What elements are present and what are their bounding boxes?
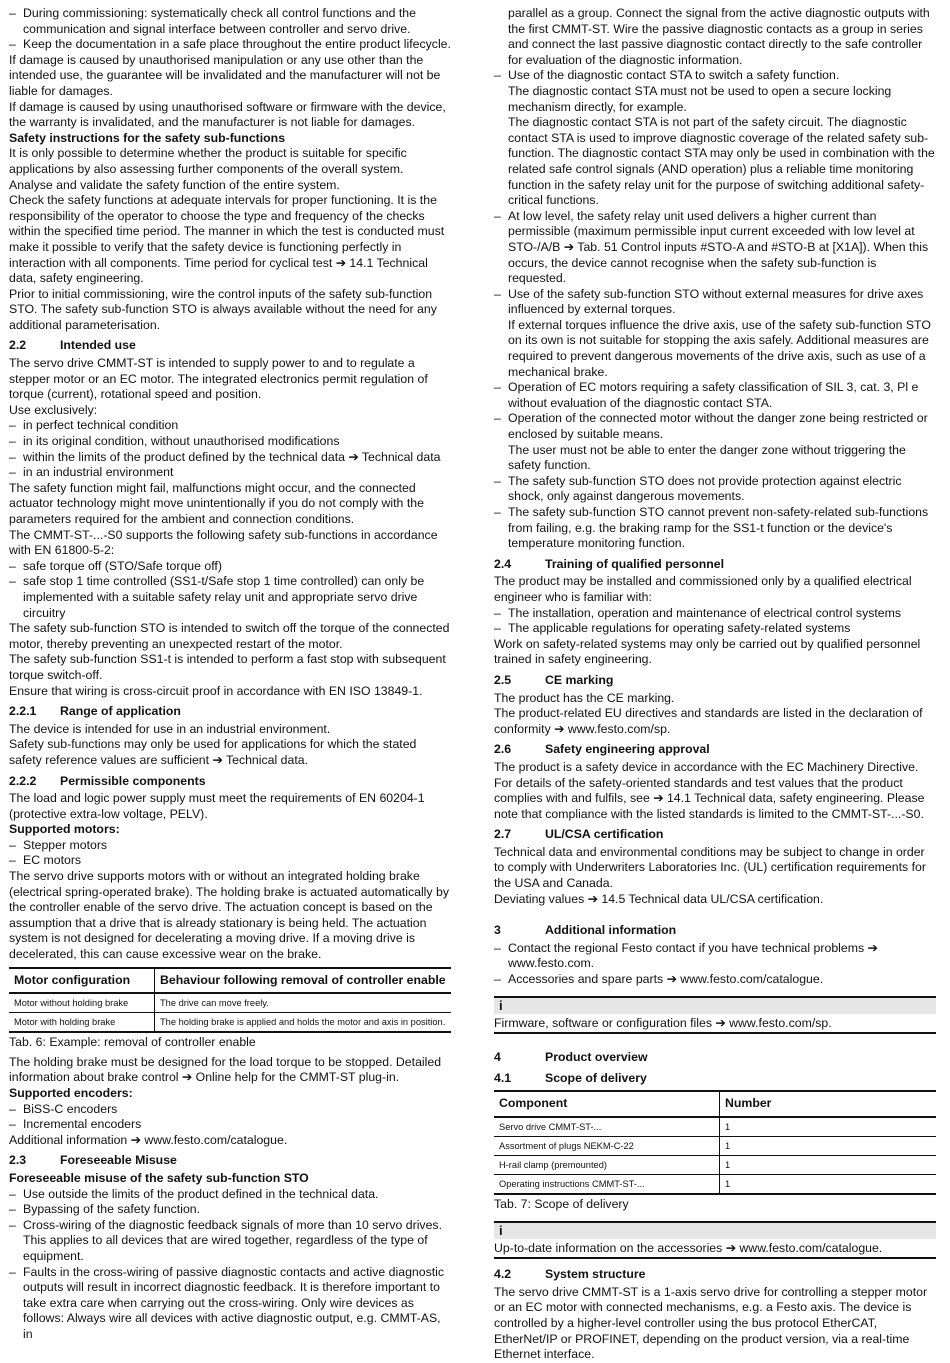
section-heading <box>9 338 451 354</box>
subheading: Supported motors: <box>9 822 120 837</box>
section-number: 4.1 <box>494 1070 512 1085</box>
paragraph: Analyse and validate the safety function of the entire system. <box>9 177 340 192</box>
paragraph: If external torques influence the drive axis, use of the safety sub-function STO on its own is not suitable for stopping the axis safely. Additional measures are required to prevent dangerous movements of the drive axis, such as use of a mechanical brake. <box>508 317 931 379</box>
section-number: 4.2 <box>494 1267 512 1282</box>
paragraph: The CMMT-ST-...-S0 supports the following safety sub-functions in accordance with EN 61800-5-2: <box>9 527 438 558</box>
section-title: Additional information <box>545 923 677 938</box>
table-cell: The drive can move freely. <box>155 993 452 1013</box>
section-title: Product overview <box>545 1050 648 1065</box>
table-cell: Motor without holding brake <box>9 993 155 1013</box>
paragraph: If damage is caused by using unauthorised software or firmware with the device, the warranty is invalidated, and the manufacturer is not liable for damages. <box>9 99 446 130</box>
subheading: Safety instructions for the safety sub-functions <box>9 130 286 145</box>
paragraph: The product is a safety device in accordance with the EC Machinery Directive. For details of the safety-oriented standards and test values that the product complies with and fulfils, see ➔ 14.1 Technical data, safety engineering. Please note that compliance with the listed standards is limited to the CMMT-ST-...-S0. <box>494 759 925 821</box>
paragraph: The safety function might fail, malfunctions might occur, and the connected actuator technology might move unintentionally if you do not comply with the parameters required for the ambient and connection conditions. <box>9 480 424 526</box>
info-note <box>494 1221 936 1260</box>
table-header: Behaviour following removal of controller enable <box>155 968 452 994</box>
section-title: Training of qualified personnel <box>545 556 725 571</box>
table-row <box>9 993 451 1013</box>
info-icon: i <box>499 1222 503 1238</box>
table-cell: 1 <box>720 1117 937 1137</box>
table-row <box>494 1137 936 1156</box>
section-title: Permissible components <box>60 773 206 788</box>
paragraph: Work on safety-related systems may only be carried out by qualified personnel trained in safety engineering. <box>494 636 921 667</box>
section-title: UL/CSA certification <box>545 827 664 842</box>
list-item: – Use outside the limits of the product defined in the technical data. <box>9 1187 451 1203</box>
right-column <box>494 6 936 1363</box>
list-item: – Contact the regional Festo contact if you have technical problems ➔ www.festo.com. <box>494 941 936 972</box>
table-row <box>494 1156 936 1175</box>
section-number: 2.4 <box>494 556 512 571</box>
table-cell: Motor with holding brake <box>9 1013 155 1033</box>
table-row <box>494 1175 936 1195</box>
table-cell: Assortment of plugs NEKM-C-22 <box>494 1137 720 1156</box>
section-heading <box>9 1153 451 1169</box>
section-number: 2.3 <box>9 1153 27 1168</box>
section-title: Foreseeable Misuse <box>60 1153 177 1168</box>
section-title: Intended use <box>60 338 136 353</box>
paragraph: If damage is caused by unauthorised manipulation or any use other than the intended use, the guarantee will be invalidated and the manufacturer will not be liable for damages. <box>9 52 441 98</box>
paragraph: Prior to initial commissioning, wire the control inputs of the safety sub-function STO. The safety sub-function STO is always available without the need for any additional parameterisation. <box>9 286 437 332</box>
section-number: 2.7 <box>494 827 512 842</box>
paragraph: The user must not be able to enter the danger zone without triggering the safety function. <box>508 442 906 473</box>
paragraph: parallel as a group. Connect the signal from the active diagnostic outputs with the first CMMT-ST. Wire the passive diagnostic contacts as a group in series and connect the last passive diagnostic contact directly to the safe controller for evaluation of the diagnostic information. <box>508 6 930 67</box>
section-number: 2.2.1 <box>9 704 37 719</box>
note-text: Up-to-date information on the accessories ➔ www.festo.com/catalogue. <box>494 1240 883 1255</box>
paragraph: Use exclusively: <box>9 402 98 417</box>
section-number: 2.2 <box>9 338 27 353</box>
table-caption: Tab. 7: Scope of delivery <box>494 1197 629 1211</box>
section-title: CE marking <box>545 672 614 687</box>
subheading: Foreseeable misuse of the safety sub-function STO <box>9 1170 309 1185</box>
paragraph: The servo drive CMMT-ST is a 1-axis servo drive for controlling a stepper motor or an EC motor with connected mechanisms, e.g. a Festo axis. The device is controlled by a higher-level controller using the bus protocol EtherCAT, EtherNet/IP or PROFINET, depending on the product version, via a real-time Ethernet interface. <box>494 1284 928 1362</box>
section-heading <box>494 673 936 689</box>
table-cell: Servo drive CMMT-ST-... <box>494 1117 720 1137</box>
section-heading <box>494 1267 936 1283</box>
list-item: – Operation of the connected motor without the danger zone being restricted or enclosed by suitable means. <box>494 411 936 442</box>
table-cell: 1 <box>720 1175 937 1195</box>
paragraph: The servo drive CMMT-ST is intended to supply power to and to regulate a stepper motor or an EC motor. The integrated electronics permit regulation of torque (current), rotational speed and position. <box>9 356 428 402</box>
paragraph: The servo drive supports motors with or without an integrated holding brake (electrical spring-operated brake). The holding brake is actuated automatically by the controller enable of the servo drive. The actuation concept is based on the assumption that a drive that is already stationary is being held. The actuation system is not designed for decelerating a moving drive. If a moving drive is decelerated, this can cause excessive wear on the brake. <box>9 869 449 962</box>
paragraph: The device is intended for use in an industrial environment. <box>9 721 331 736</box>
info-bar <box>494 998 936 1014</box>
list-item: – within the limits of the product defined by the technical data ➔ Technical data <box>9 450 451 466</box>
paragraph: Additional information ➔ www.festo.com/catalogue. <box>9 1132 288 1147</box>
section-number: 3 <box>494 923 501 938</box>
table-cell: The holding brake is applied and holds the motor and axis in position. <box>155 1013 452 1033</box>
section-heading <box>494 557 936 573</box>
subheading: Supported encoders: <box>9 1086 133 1100</box>
list-item: – Bypassing of the safety function. <box>9 1202 451 1218</box>
section-number: 2.6 <box>494 742 512 757</box>
section-heading <box>494 1071 936 1087</box>
paragraph: The product-related EU directives and standards are listed in the declaration of conformity ➔ www.festo.com/sp. <box>494 706 923 736</box>
scope-table <box>494 1090 936 1195</box>
left-column <box>9 6 451 1343</box>
paragraph: The load and logic power supply must meet the requirements of EN 60204-1 (protective extra-low voltage, PELV). <box>9 791 425 821</box>
table-cell: 1 <box>720 1156 937 1175</box>
list-item: – The safety sub-function STO cannot prevent non-safety-related sub-functions from failing, e.g. the braking ramp for the SS1-t function or the device's temperature monitoring function. <box>494 505 936 552</box>
paragraph: The safety sub-function SS1-t is intended to perform a fast stop with subsequent torque switch-off. <box>9 652 446 682</box>
paragraph: It is only possible to determine whether the product is suitable for specific applications by also assessing further components of the overall system. <box>9 146 407 176</box>
table-cell: H-rail clamp (premounted) <box>494 1156 720 1175</box>
list-item: – EC motors <box>9 853 451 869</box>
table-row <box>494 1117 936 1137</box>
paragraph: Safety sub-functions may only be used for applications for which the stated safety reference values are sufficient ➔ Technical data. <box>9 737 417 767</box>
section-title: System structure <box>545 1267 646 1282</box>
section-number: 4 <box>494 1050 501 1065</box>
list-item: – Use of the diagnostic contact STA to switch a safety function. <box>494 68 936 84</box>
list-item: – in its original condition, without unauthorised modifications <box>9 434 451 450</box>
list-item: – Faults in the cross-wiring of passive diagnostic contacts and active diagnostic outputs will result in incorrect diagnostic feedback. It is therefore important to take extra care when carrying out the cross-wiring. Only wire devices as follows: Always wire all devices with active diagnostic output, e.g. CMMT-AS, in <box>9 1265 451 1343</box>
paragraph: The product may be installed and commissioned only by a qualified electrical engineer who is familiar with: <box>494 574 912 604</box>
list-item: – During commissioning: systematically check all control functions and the communication and signal interface between controller and servo drive. <box>9 6 451 37</box>
section-heading <box>9 704 451 720</box>
list-item: – Operation of EC motors requiring a safety classification of SIL 3, cat. 3, Pl e without evaluation of the diagnostic contact STA. <box>494 380 936 411</box>
brake-table <box>9 967 451 1034</box>
section-title: Safety engineering approval <box>545 742 710 757</box>
paragraph: Check the safety functions at adequate intervals for proper functioning. It is the responsibility of the operator to choose the type and frequency of the checks within the specified time period. The manner in which the test is conducted must make it possible to verify that the safety device is functioning perfectly in interaction with all components. Time period for cyclical test ➔ 14.1 Technical data, safety engineering. <box>9 193 445 286</box>
table-header: Motor configuration <box>9 968 155 994</box>
list-item: – Accessories and spare parts ➔ www.festo.com/catalogue. <box>494 972 936 988</box>
list-item: – safe torque off (STO/Safe torque off) <box>9 559 451 575</box>
paragraph: Ensure that wiring is cross-circuit proof in accordance with EN ISO 13849-1. <box>9 683 423 698</box>
info-bar <box>494 1223 936 1239</box>
list-item: – Incremental encoders <box>9 1117 451 1133</box>
paragraph: The holding brake must be designed for the load torque to be stopped. Detailed information about brake control ➔ Online help for the CMMT-ST plug-in. <box>9 1054 442 1085</box>
info-note <box>494 996 936 1035</box>
table-cell: 1 <box>720 1137 937 1156</box>
section-heading <box>494 1050 936 1066</box>
section-title: Range of application <box>60 704 181 719</box>
table-header: Number <box>720 1091 937 1117</box>
table-row <box>9 1013 451 1033</box>
list-item: – The safety sub-function STO does not provide protection against electric shock, only against dangerous movements. <box>494 474 936 505</box>
list-item: – in perfect technical condition <box>9 418 451 434</box>
note-text: Firmware, software or configuration files ➔ www.festo.com/sp. <box>494 1015 832 1030</box>
section-heading <box>9 774 451 790</box>
paragraph: The diagnostic contact STA must not be used to open a secure locking mechanism directly, for example. <box>508 83 892 114</box>
paragraph: The diagnostic contact STA is not part of the safety circuit. The diagnostic contact STA is used to improve diagnostic coverage of the related safety sub-function. The diagnostic contact STA may only be used in combination with the related safe control signals (AND operation) plus a reliable time monitoring function in the safety relay unit for the purpose of switching additional safety-critical functions. <box>508 115 935 208</box>
section-title: Scope of delivery <box>545 1070 647 1085</box>
list-item: – BiSS-C encoders <box>9 1102 451 1118</box>
section-heading <box>494 923 936 939</box>
paragraph: Technical data and environmental conditions may be subject to change in order to comply with Underwriters Laboratories Inc. (UL) certification requirements for the USA and Canada. <box>494 844 926 891</box>
list-item: – Stepper motors <box>9 838 451 854</box>
list-item: – The installation, operation and maintenance of electrical control systems <box>494 606 936 622</box>
list-item: – Use of the safety sub-function STO without external measures for drive axes influenced by external torques. <box>494 287 936 318</box>
list-item: – At low level, the safety relay unit used delivers a higher current than permissible (maximum permissible input current exceeded with low level at STO-/A/B ➔ Tab. 51 Control inputs #STO-A and #STO-B at [X1A]). When this occurs, the device cannot recognise when the safety sub-function is requested. <box>494 209 936 287</box>
list-item: – Cross-wiring of the diagnostic feedback signals of more than 10 servo drives. This applies to all devices that are wired together, regardless of the type of equipment. <box>9 1218 451 1265</box>
section-number: 2.2.2 <box>9 773 37 788</box>
paragraph: The safety sub-function STO is intended to switch off the torque of the connected motor, thereby preventing an unexpected restart of the motor. <box>9 621 450 651</box>
section-heading <box>494 742 936 758</box>
paragraph: Deviating values ➔ 14.5 Technical data UL/CSA certification. <box>494 891 824 906</box>
table-cell: Operating instructions CMMT-ST-... <box>494 1175 720 1195</box>
list-item: – in an industrial environment <box>9 465 451 481</box>
table-header: Component <box>494 1091 720 1117</box>
list-item: – safe stop 1 time controlled (SS1-t/Safe stop 1 time controlled) can only be implemented with a suitable safety relay unit and appropriate servo drive circuitry <box>9 574 451 621</box>
section-heading <box>494 827 936 843</box>
table-caption: Tab. 6: Example: removal of controller enable <box>9 1035 256 1050</box>
info-icon: i <box>499 997 503 1013</box>
section-number: 2.5 <box>494 672 512 687</box>
list-item: – Keep the documentation in a safe place throughout the entire product lifecycle. <box>9 37 451 53</box>
paragraph: The product has the CE marking. <box>494 690 675 705</box>
list-item: – The applicable regulations for operating safety-related systems <box>494 621 936 637</box>
